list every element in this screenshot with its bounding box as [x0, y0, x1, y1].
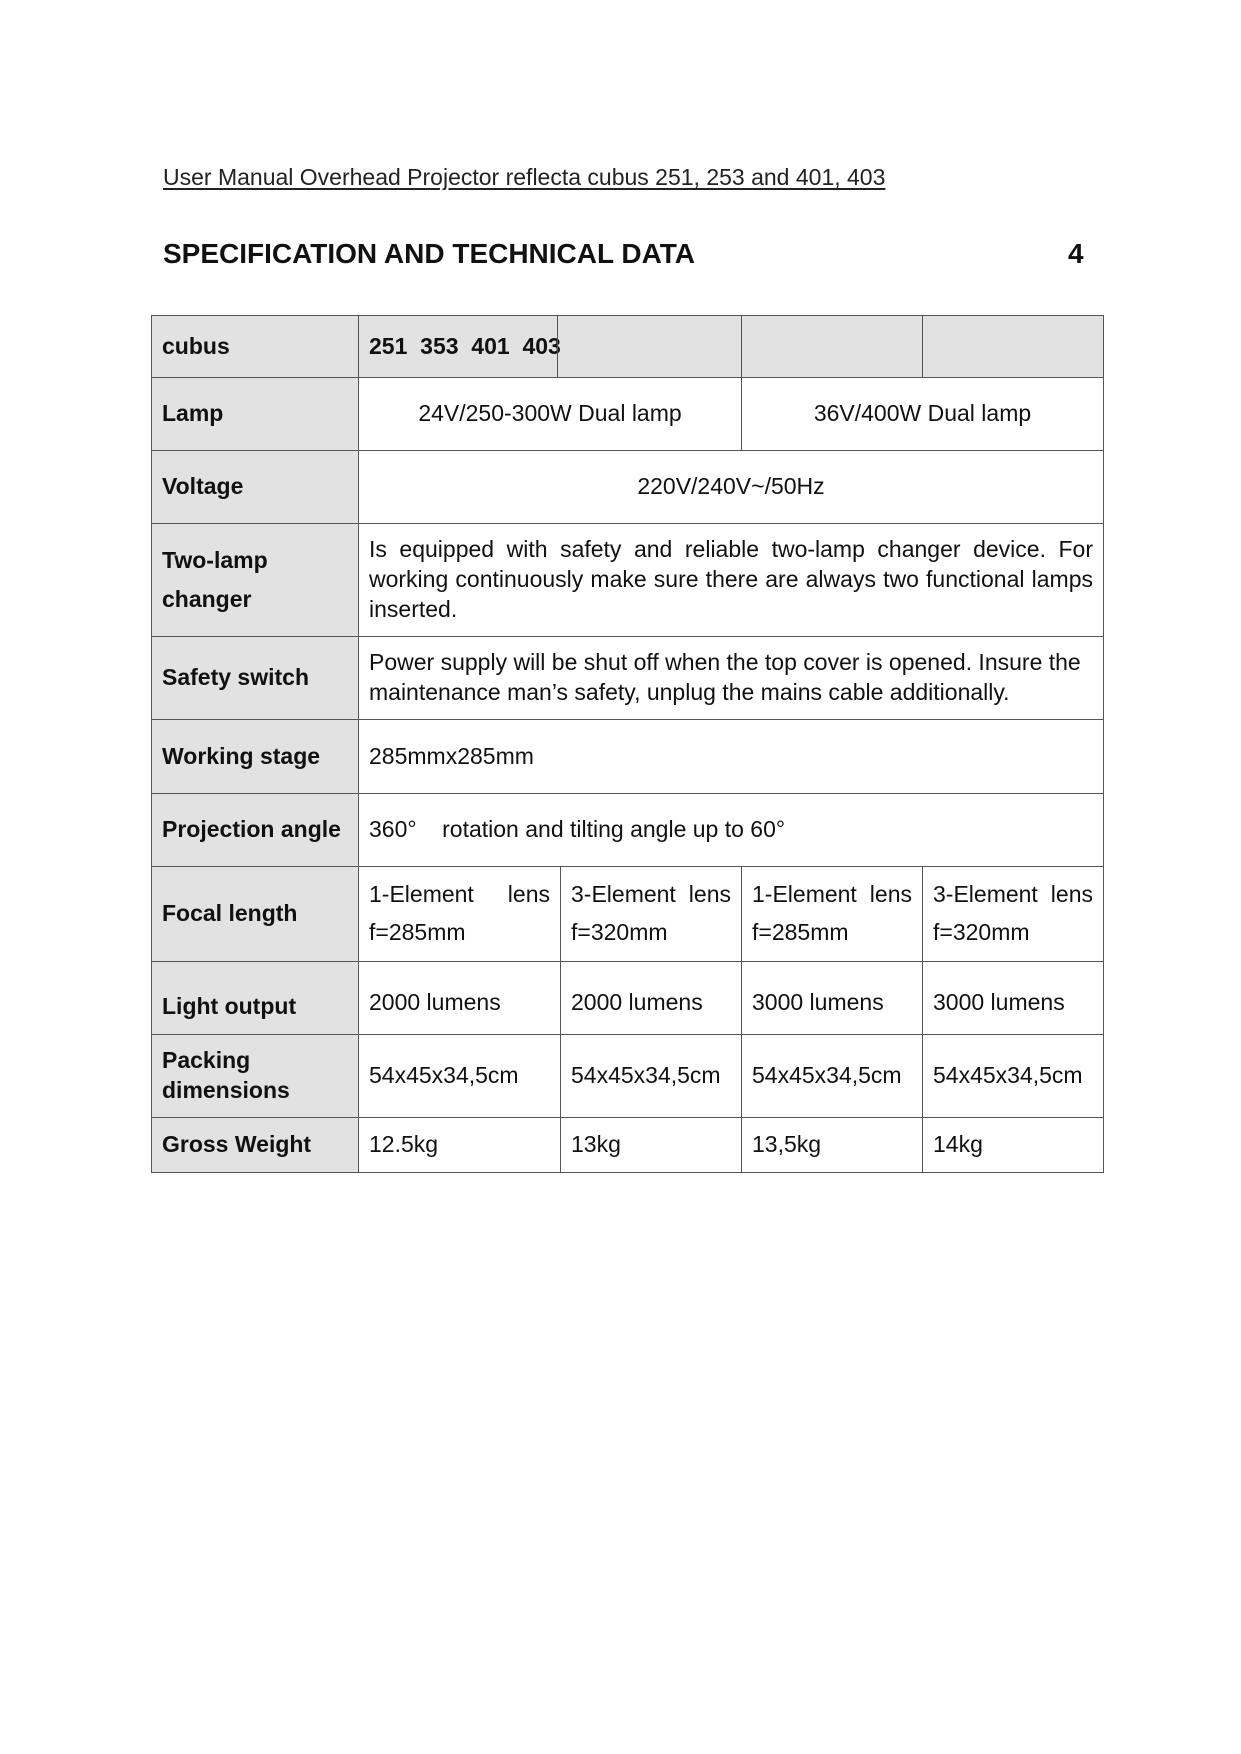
page-number: 4	[1068, 238, 1084, 269]
weight-value: 13,5kg	[742, 1118, 923, 1173]
label-lamp: Lamp	[152, 378, 359, 451]
focal-cell	[923, 867, 1104, 962]
focal-cell	[561, 867, 742, 962]
focal-lens-word: lens	[1050, 881, 1093, 908]
label-working-stage: Working stage	[152, 720, 359, 794]
label-focal-length: Focal length	[152, 867, 359, 962]
light-value: 2000 lumens	[561, 962, 742, 1035]
table-row-lamp	[152, 378, 1104, 451]
focal-value: f=285mm	[752, 919, 849, 945]
document-header: User Manual Overhead Projector reflecta cubus 251, 253 and 401, 403	[163, 164, 886, 190]
focal-cell	[359, 867, 561, 962]
label-projection-angle: Projection angle	[152, 794, 359, 867]
lamp-large: 36V/400W Dual lamp	[742, 378, 1104, 451]
focal-value: f=320mm	[933, 919, 1030, 945]
label-two-lamp: Two-lamp changer	[152, 524, 359, 637]
packing-value: 54x45x34,5cm	[742, 1035, 923, 1118]
cell-divider	[557, 316, 558, 377]
safety-value: Power supply will be shut off when the top cover is opened. Insure the maintenance man’s safety, unplug the mains cable additionally.	[359, 637, 1104, 720]
focal-lens-word: lens	[869, 881, 912, 908]
spec-table	[151, 315, 1104, 1173]
packing-value: 54x45x34,5cm	[359, 1035, 561, 1118]
light-value: 3000 lumens	[923, 962, 1104, 1035]
weight-value: 14kg	[923, 1118, 1104, 1173]
packing-value: 54x45x34,5cm	[561, 1035, 742, 1118]
weight-value: 12.5kg	[359, 1118, 561, 1173]
table-row-voltage	[152, 451, 1104, 524]
empty-header-cell	[923, 316, 1104, 378]
label-packing-dimensions: Packing dimensions	[152, 1035, 359, 1118]
focal-lens-type: 1-Element	[752, 881, 857, 908]
table-row-weight	[152, 1118, 1104, 1173]
label-safety-switch: Safety switch	[152, 637, 359, 720]
label-cubus: cubus	[152, 316, 359, 378]
lamp-small: 24V/250-300W Dual lamp	[359, 378, 742, 451]
section-title: SPECIFICATION AND TECHNICAL DATA	[163, 238, 695, 269]
focal-lens-type: 1-Element	[369, 881, 474, 908]
model-numbers-text: 251 353 401 403	[369, 332, 561, 359]
focal-cell	[742, 867, 923, 962]
empty-header-cell	[742, 316, 923, 378]
label-light-output: Light output	[152, 962, 359, 1035]
focal-lens-word: lens	[688, 881, 731, 908]
model-numbers	[359, 316, 742, 378]
focal-value: f=285mm	[369, 919, 466, 945]
light-value: 2000 lumens	[359, 962, 561, 1035]
light-value: 3000 lumens	[742, 962, 923, 1035]
focal-lens-word: lens	[507, 881, 550, 908]
focal-lens-type: 3-Element	[571, 881, 676, 908]
table-row-two-lamp	[152, 524, 1104, 637]
packing-value: 54x45x34,5cm	[923, 1035, 1104, 1118]
table-row-angle	[152, 794, 1104, 867]
table-row-safety	[152, 637, 1104, 720]
label-voltage: Voltage	[152, 451, 359, 524]
focal-lens-type: 3-Element	[933, 881, 1038, 908]
voltage-value: 220V/240V~/50Hz	[359, 451, 1104, 524]
two-lamp-value: Is equipped with safety and reliable two-lamp changer device. For working continuously make sure there are always two functional lamps inserted.	[359, 524, 1104, 637]
table-row-stage	[152, 720, 1104, 794]
table-row-light	[152, 962, 1104, 1035]
table-row-focal	[152, 867, 1104, 962]
focal-value: f=320mm	[571, 919, 668, 945]
angle-value: 360° rotation and tilting angle up to 60°	[359, 794, 1104, 867]
stage-value: 285mmx285mm	[359, 720, 1104, 794]
table-row-model	[152, 316, 1104, 378]
label-gross-weight: Gross Weight	[152, 1118, 359, 1173]
weight-value: 13kg	[561, 1118, 742, 1173]
table-row-packing	[152, 1035, 1104, 1118]
